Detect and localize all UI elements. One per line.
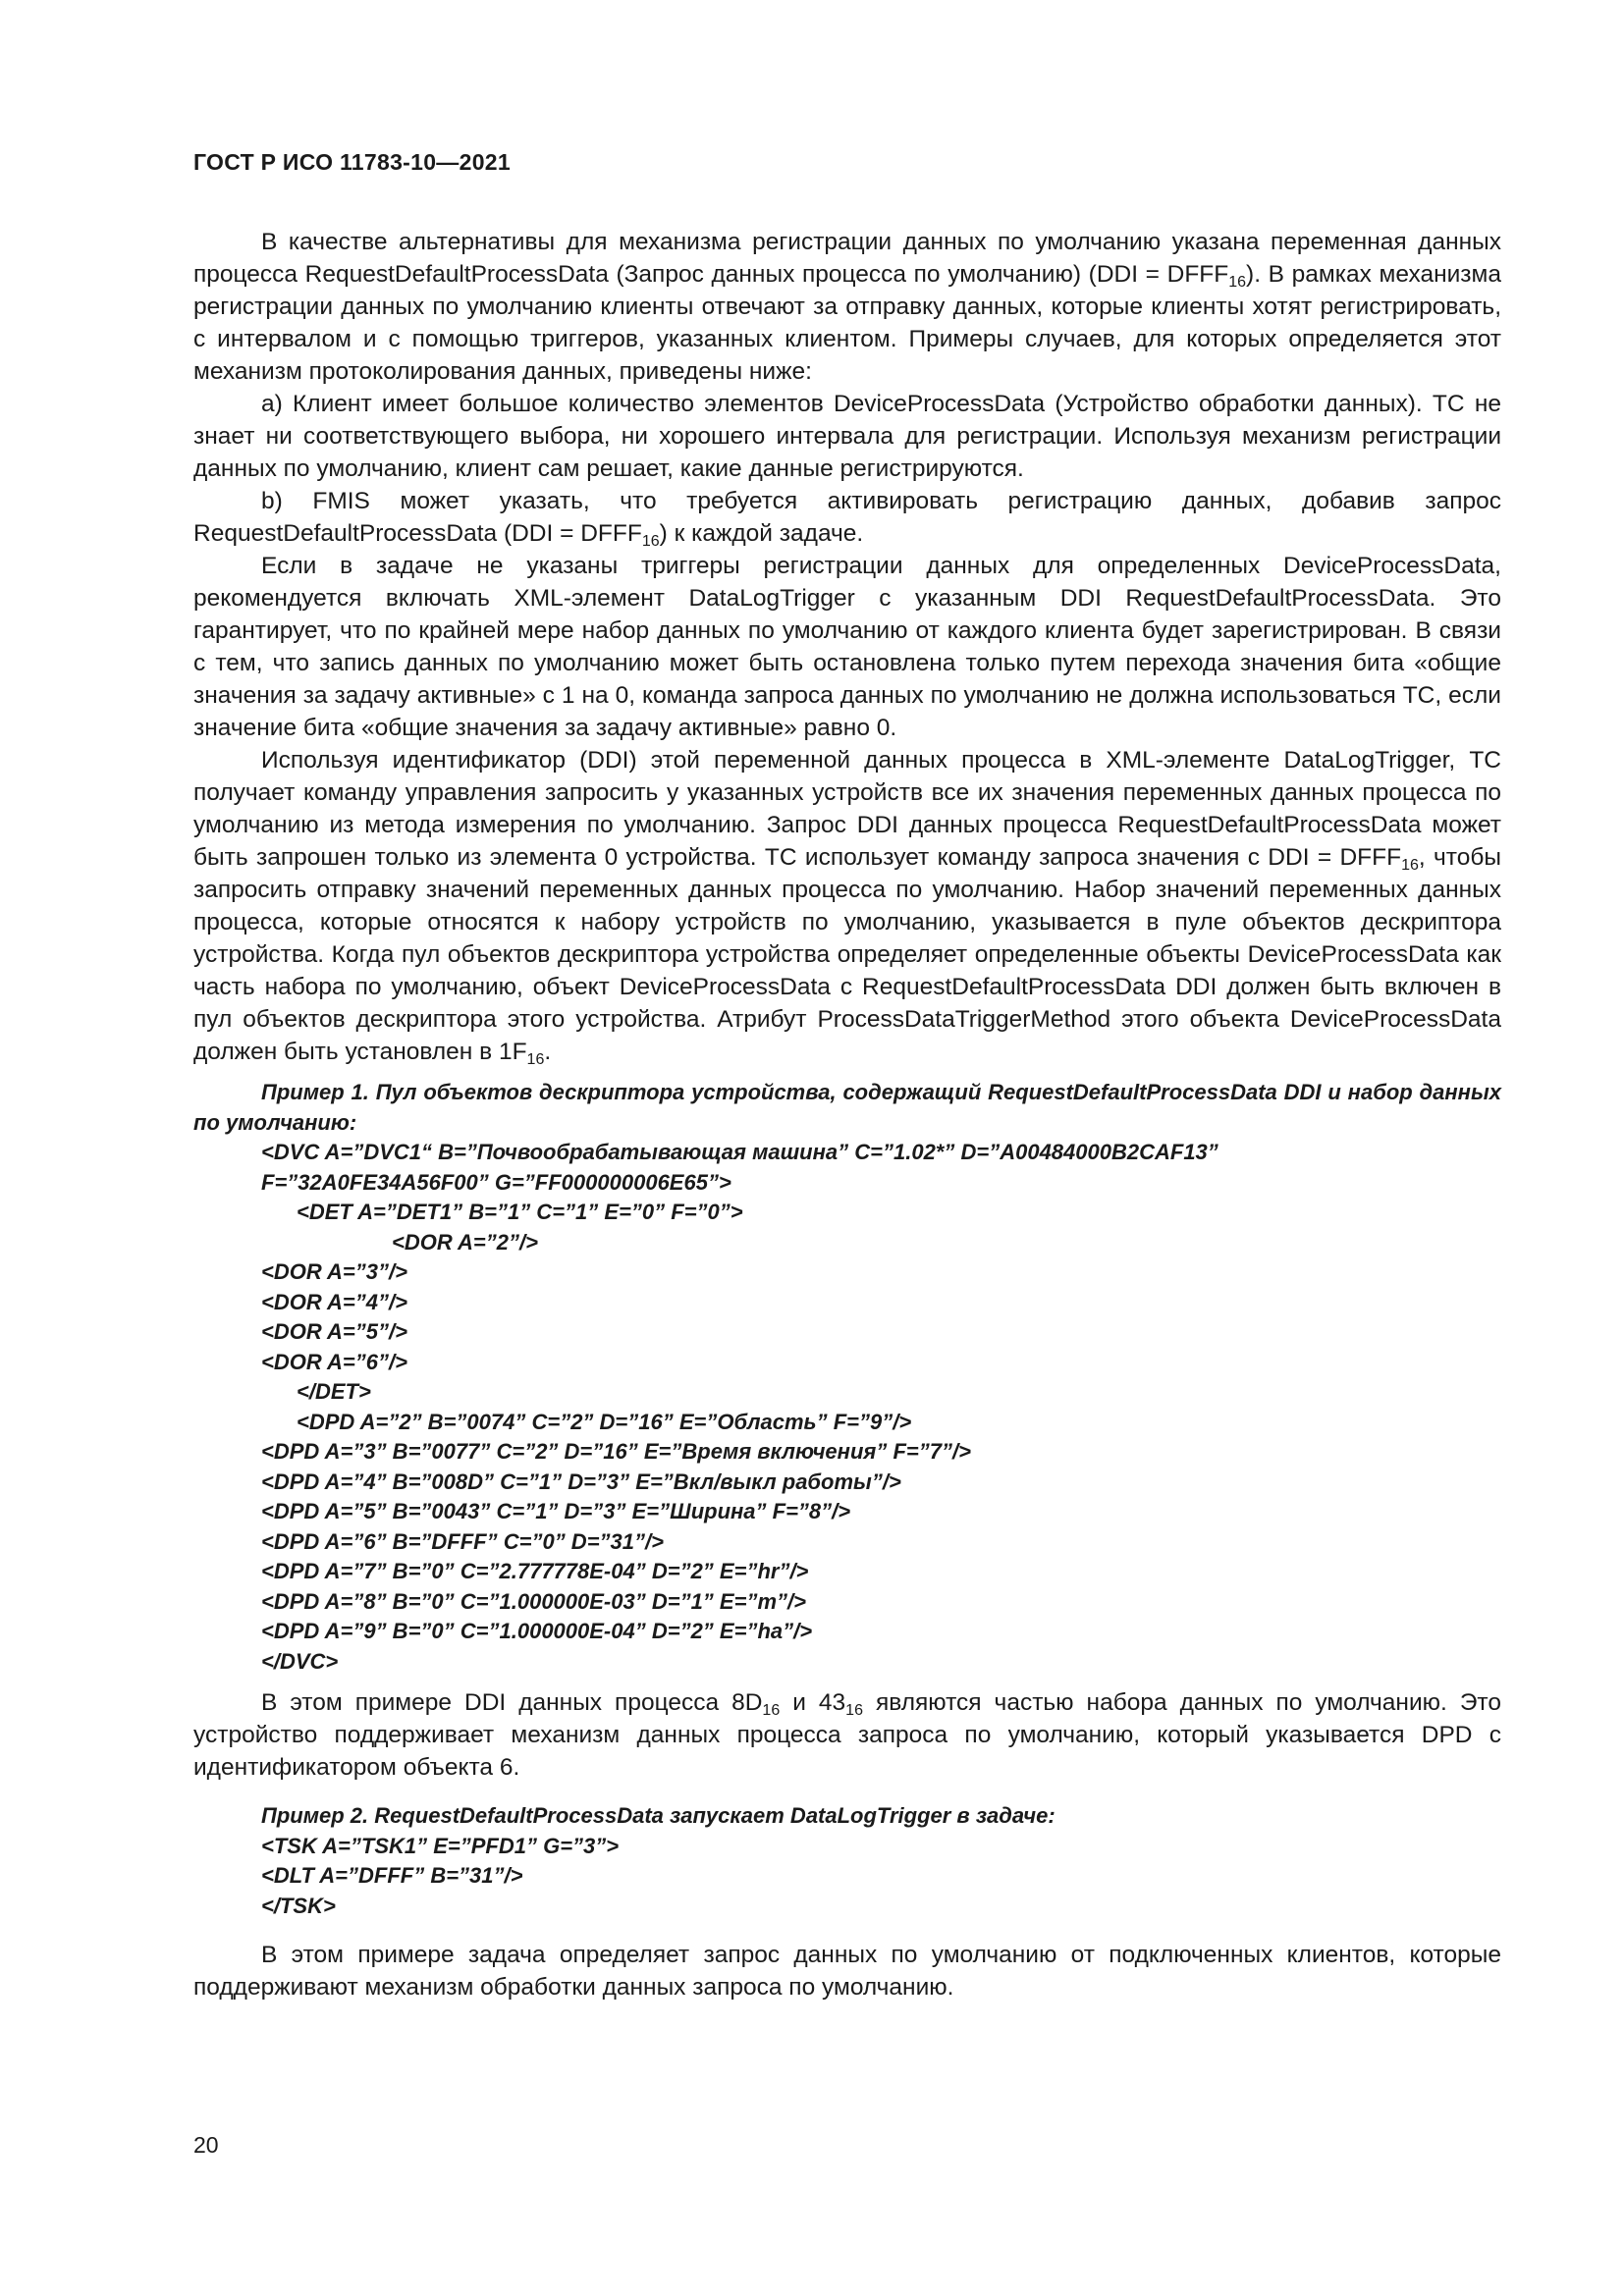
example-2-title: Пример 2. RequestDefaultProcessData запускает DataLogTrigger в задаче:: [261, 1803, 1056, 1828]
paragraph-ddi-text-2: , чтобы запросить отправку значений переменных данных процесса по умолчанию. Набор значений переменных данных процесса, которые относятся к набору устройств по умолчанию, указывается в пуле объектов дескриптора устройства. Когда пул объектов дескриптора устройства определяет определенные объекты DeviceProcessData как часть набора по умолчанию, объект DeviceProcessData с RequestDefaultProcessData DDI должен быть включен в пул объектов дескриптора этого устройства. Атрибут ProcessDataTriggerMethod этого объекта DeviceProcessData должен быть установлен в 1F: [193, 844, 1501, 1065]
code-line: <DPD A=”3” B=”0077” C=”2” D=”16” E=”Время включения” F=”7”/>: [261, 1439, 971, 1464]
code-line: <DOR A=”4”/>: [261, 1289, 407, 1314]
code-line: <DPD A=”7” B=”0” C=”2.777778E-04” D=”2” E=”hr”/>: [261, 1559, 809, 1583]
code-line: </DVC>: [261, 1648, 339, 1674]
standard-header: ГОСТ Р ИСО 11783-10—2021: [193, 149, 511, 175]
paragraph-note-text-2: и 43: [780, 1689, 846, 1716]
code-line: <DPD A=”5” B=”0043” C=”1” D=”3” E=”Ширина” F=”8”/>: [261, 1499, 851, 1523]
paragraph-item-b-text-2: ) к каждой задаче.: [659, 520, 864, 547]
paragraph-item-b: [193, 485, 1501, 550]
subscript: 16: [1228, 274, 1247, 291]
paragraph-intro: [193, 226, 1501, 388]
code-line: <DPD A=”6” B=”DFFF” C=”0” D=”31”/>: [261, 1528, 664, 1554]
code-line: <DVC A=”DVC1“ B=”Почвообрабатывающая машина” C=”1.02*” D=”A00484000B2CAF13”: [261, 1140, 1218, 1164]
paragraph-example-1-note: [193, 1686, 1501, 1784]
paragraph-item-b-text-1: b) FMIS может указать, что требуется активировать регистрацию данных, добавив запрос RequestDefaultProcessData (DDI = DFFF: [193, 488, 1501, 547]
code-line: <DOR A=”3”/>: [261, 1259, 407, 1284]
example-2: [193, 1801, 1501, 1921]
code-line: </DET>: [297, 1379, 371, 1404]
document-page: [193, 147, 1501, 2003]
paragraph-intro-text-2: ). В рамках механизма регистрации данных по умолчанию клиенты отвечают за отправку данных, которые клиенты хотят регистрировать, с интервалом и с помощью триггеров, указанных клиентом. Примеры случаев, для которых определяется этот механизм протоколирования данных, приведены ниже:: [193, 261, 1502, 385]
paragraph-intro-text-1: В качестве альтернативы для механизма регистрации данных по умолчанию указана переменная данных процесса RequestDefaultProcessData (Запрос данных процесса по умолчанию) (DDI = DFFF: [193, 229, 1501, 288]
paragraph-example-2-note: В этом примере задача определяет запрос данных по умолчанию от подключенных клиентов, которые поддерживают механизм обработки данных запроса по умолчанию.: [193, 1942, 1501, 2001]
example-1: [193, 1078, 1501, 1677]
paragraph-note-text-1: В этом примере DDI данных процесса 8D: [261, 1689, 763, 1716]
paragraph-ddi-text-1: Используя идентификатор (DDI) этой переменной данных процесса в XML-элементе DataLogTrigger, ТС получает команду управления запросить у указанных устройств все их значения переменных данных процесса по умолчанию из метода измерения по умолчанию. Запрос DDI данных процесса RequestDefaultProcessData может быть запрошен только из элемента 0 устройства. ТС использует команду запроса значения с DDI = DFFF: [193, 747, 1501, 871]
code-line: <DPD A=”2” B=”0074” C=”2” D=”16” E=”Область” F=”9”/>: [297, 1409, 912, 1434]
code-line: F=”32A0FE34A56F00” G=”FF000000006E65”>: [261, 1169, 731, 1195]
code-line: <DLT A=”DFFF” B=”31”/>: [261, 1863, 523, 1888]
paragraph-note-text-3: являются частью набора данных по умолчанию. Это устройство поддерживает механизм данных процесса запроса по умолчанию, который указывается DPD с идентификатором объекта 6.: [193, 1689, 1501, 1781]
subscript: 16: [526, 1051, 545, 1068]
code-line: <DPD A=”9” B=”0” C=”1.000000E-04” D=”2” E=”ha”/>: [261, 1619, 813, 1643]
code-line: </TSK>: [261, 1893, 336, 1918]
subscript: 16: [641, 533, 660, 550]
code-line: <DOR A=”6”/>: [261, 1349, 407, 1374]
subscript: 16: [845, 1702, 863, 1719]
code-line: <DPD A=”8” B=”0” C=”1.000000E-03” D=”1” E=”m”/>: [261, 1588, 806, 1614]
paragraph-triggers: Если в задаче не указаны триггеры регистрации данных для определенных DeviceProcessData, рекомендуется включать XML-элемент DataLogTrigger с указанным DDI RequestDefaultProcessData. Это гарантирует, что по крайней мере набор данных по умолчанию от каждого клиента будет зарегистрирован. В связи с тем, что запись данных по умолчанию может быть остановлена только путем перехода значения бита «общие значения за задачу активные» с 1 на 0, команда запроса данных по умолчанию не должна использоваться ТС, если значение бита «общие значения за задачу активные» равно 0.: [193, 553, 1501, 741]
example-1-title: Пример 1. Пул объектов дескриптора устройства, содержащий RequestDefaultProcessData DDI и набор данных по умолчанию:: [193, 1080, 1501, 1135]
subscript: 16: [762, 1702, 781, 1719]
subscript: 16: [1401, 857, 1419, 874]
code-line: <DPD A=”4” B=”008D” C=”1” D=”3” E=”Вкл/выкл работы”/>: [261, 1468, 901, 1494]
paragraph-item-a: а) Клиент имеет большое количество элементов DeviceProcessData (Устройство обработки данных). ТС не знает ни соответствующего выбора, ни хорошего интервала для регистрации. Используя механизм регистрации данных по умолчанию, клиент сам решает, какие данные регистрируются.: [193, 391, 1501, 482]
code-line: <DET A=”DET1” B=”1” C=”1” E=”0” F=”0”>: [297, 1200, 743, 1224]
code-line: <DOR A=”5”/>: [261, 1319, 407, 1344]
code-line: <TSK A=”TSK1” E=”PFD1” G=”3”>: [261, 1833, 620, 1858]
paragraph-ddi-usage: [193, 744, 1501, 1068]
code-line: <DOR A=”2”/>: [392, 1229, 538, 1255]
page-number: 20: [193, 2132, 219, 2158]
paragraph-ddi-text-3: .: [544, 1039, 552, 1065]
